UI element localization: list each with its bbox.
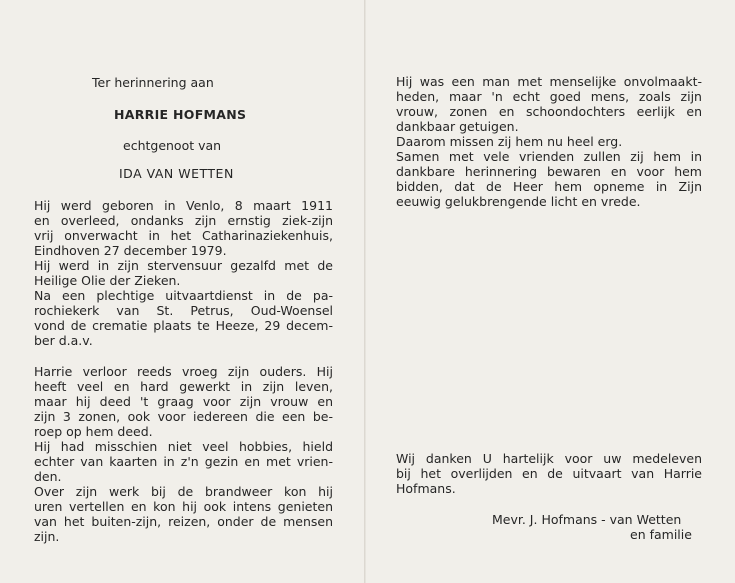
center-fold	[364, 0, 366, 583]
spouse-name: IDA VAN WETTEN	[119, 166, 234, 181]
right-p1-line: Samen met vele vrienden zullen zij hem in	[396, 149, 702, 164]
spouse-intro: echtgenoot van	[123, 138, 222, 153]
left-p1-line: Heilige Olie der Zieken.	[34, 273, 181, 288]
left-p1-line: en overleed, ondanks zijn ernstig ziek-zijn	[34, 213, 333, 228]
left-p2-line: echter van kaarten in z'n gezin en met vrien-	[34, 454, 333, 469]
left-p2-line: heeft veel en hard gewerkt in zijn leven,	[34, 379, 333, 394]
right-p1-line: bidden, dat de Heer hem opneme in Zijn	[396, 179, 702, 194]
signature-name: Mevr. J. Hofmans - van Wetten	[492, 512, 682, 527]
thanks-line: Wij danken U hartelijk voor uw medeleven	[396, 451, 702, 466]
left-p1-line: ber d.a.v.	[34, 333, 93, 348]
thanks-line: Hofmans.	[396, 481, 456, 496]
left-p2-line: Over zijn werk bij de brandweer kon hij	[34, 484, 333, 499]
left-p2-line: den.	[34, 469, 62, 484]
left-p2-line: van het buiten-zijn, reizen, onder de mensen	[34, 514, 333, 529]
left-p2-line: zijn 3 zonen, ook voor iedereen die een be-	[34, 409, 333, 424]
left-p2-line: maar hij deed 't graag voor zijn vrouw en	[34, 394, 333, 409]
left-p1-line: Hij werd geboren in Venlo, 8 maart 1911	[34, 198, 333, 213]
left-p1-line: Eindhoven 27 december 1979.	[34, 243, 227, 258]
right-p1-line: eeuwig gelukbrengende licht en vrede.	[396, 194, 641, 209]
deceased-name: HARRIE HOFMANS	[114, 107, 247, 122]
left-p1-line: rochiekerk van St. Petrus, Oud-Woensel	[34, 303, 333, 318]
right-p1-line: Daarom missen zij hem nu heel erg.	[396, 134, 623, 149]
left-p2-line: Harrie verloor reeds vroeg zijn ouders. Hij	[34, 364, 333, 379]
right-p1-line: dankbare herinnering bewaren en voor hem	[396, 164, 702, 179]
left-p2-line: uren vertellen en kon hij ook intens genieten	[34, 499, 333, 514]
right-p1-line: Hij was een man met menselijke onvolmaakt-	[396, 74, 702, 89]
right-p1-line: heden, maar 'n echt goed mens, zoals zijn	[396, 89, 702, 104]
left-p2-line: Hij had misschien niet veel hobbies, hield	[34, 439, 333, 454]
right-p1-line: dankbaar getuigen.	[396, 119, 519, 134]
thanks-line: bij het overlijden en de uitvaart van Harrie	[396, 466, 702, 481]
left-p2-line: roep op hem deed.	[34, 424, 153, 439]
left-p1-line: Na een plechtige uitvaartdienst in de pa-	[34, 288, 333, 303]
left-p1-line: vond de crematie plaats te Heeze, 29 decem-	[34, 318, 333, 333]
left-p1-line: Hij werd in zijn stervensuur gezalfd met de	[34, 258, 333, 273]
left-p1-line: vrij onverwacht in het Catharinaziekenhuis,	[34, 228, 333, 243]
intro-text: Ter herinnering aan	[92, 75, 214, 90]
left-p2-line: zijn.	[34, 529, 60, 544]
signature-family: en familie	[630, 527, 692, 542]
right-p1-line: vrouw, zonen en schoondochters eerlijk en	[396, 104, 702, 119]
